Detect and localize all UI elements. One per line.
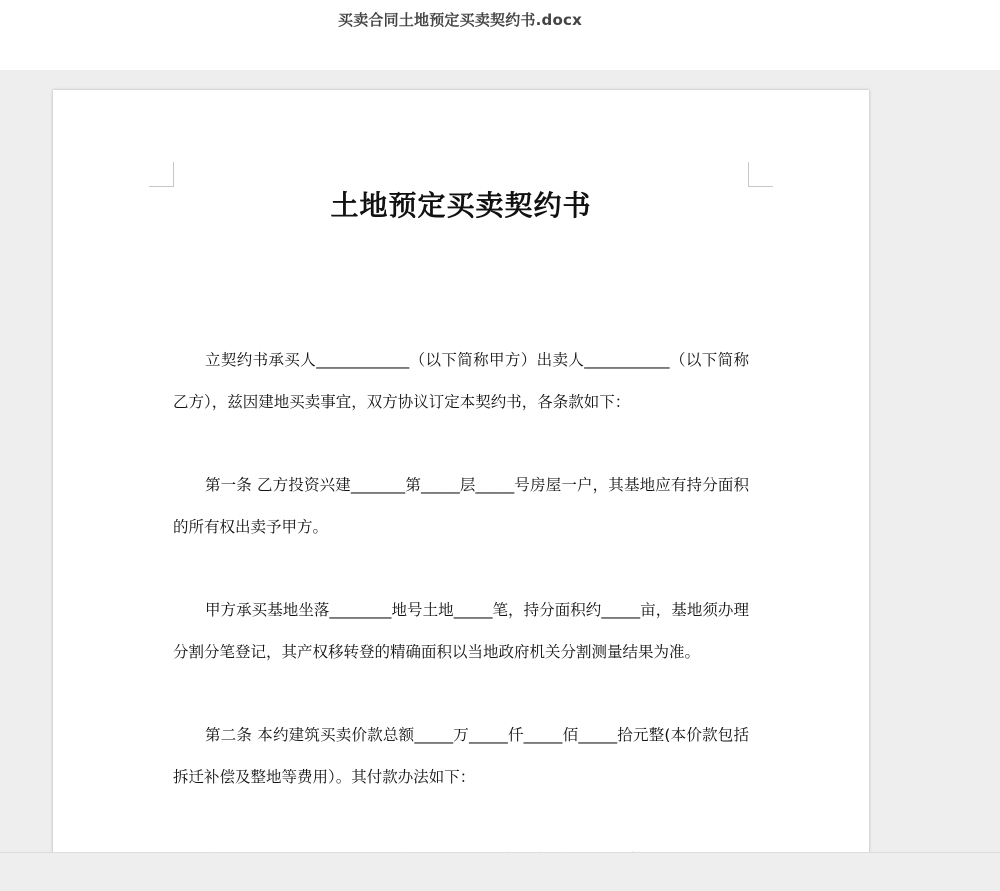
spacer <box>173 673 749 714</box>
paragraph-preamble: 立契约书承买人____________（以下简称甲方）出卖人___________（以下简称乙方），兹因建地买卖事宜，双方协议订定本契约书，各条款如下： <box>173 351 749 411</box>
margin-corner-top-left <box>149 162 174 187</box>
paragraph-article-1: 第一条 乙方投资兴建_______第_____层_____号房屋一户，其基地应有持分面积的所有权出卖予甲方。 <box>173 476 749 536</box>
document-workspace[interactable] <box>0 70 1000 852</box>
status-bar <box>0 852 1000 891</box>
spacer <box>173 227 749 339</box>
document-page[interactable] <box>53 90 869 890</box>
document-file-name: 买卖合同土地预定买卖契约书.docx <box>338 11 582 29</box>
document-body[interactable] <box>173 185 749 881</box>
spacer <box>173 798 749 839</box>
paragraph-article-2: 第二条 本约建筑买卖价款总额_____万_____仟_____佰_____拾元整(本价款包括拆迁补偿及整地等费用）。其付款办法如下： <box>173 726 749 786</box>
paragraph-article-1-land: 甲方承买基地坐落________地号土地_____笔，持分面积约_____亩，基地须办理分割分笔登记，其产权移转登的精确面积以当地政府机关分割测量结果为准。 <box>173 601 749 661</box>
document-title: 土地预定买卖契约书 <box>330 189 592 222</box>
spacer <box>173 423 749 464</box>
margin-corner-top-right <box>748 162 773 187</box>
spacer <box>173 548 749 589</box>
title-bar <box>0 0 1000 70</box>
